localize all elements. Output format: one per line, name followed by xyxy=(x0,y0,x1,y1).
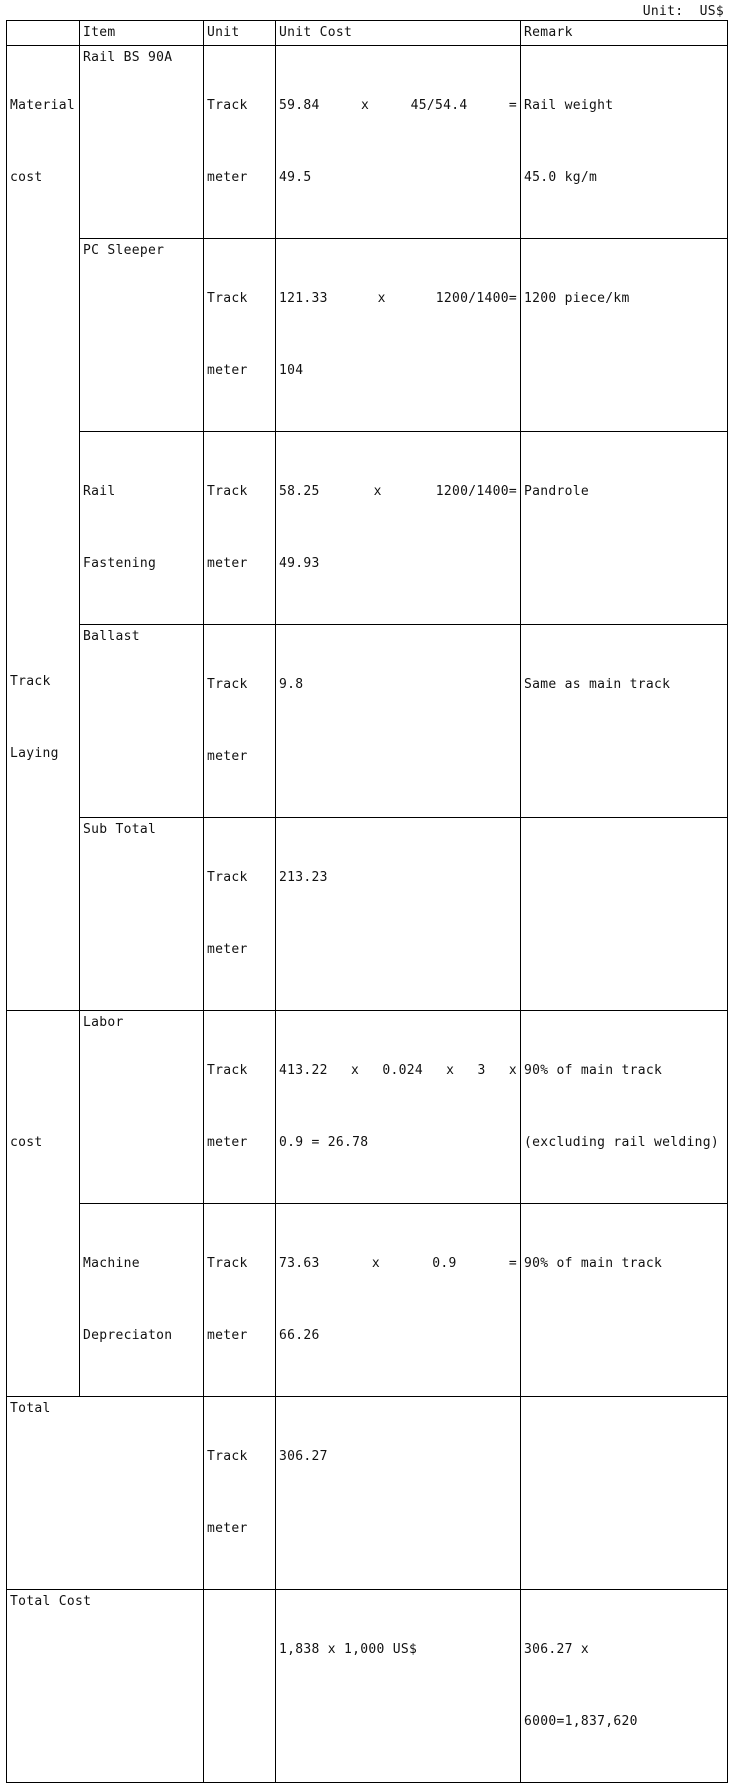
total-cost-value: 1,838 x 1,000 US$ xyxy=(279,1642,418,1657)
unit-cost-cell xyxy=(276,1590,521,1783)
formula-b: 0.024 xyxy=(382,1063,423,1078)
unit-cell xyxy=(204,818,276,1011)
formula-op: x xyxy=(371,1256,380,1271)
unit-cell xyxy=(204,1397,276,1590)
formula-a: 413.22 xyxy=(279,1063,328,1078)
spacer xyxy=(10,454,76,478)
spacer xyxy=(10,238,76,262)
item-fastening-line-1: Rail xyxy=(83,484,116,499)
table-row xyxy=(7,1590,728,1783)
unit-cell xyxy=(204,625,276,818)
item-cell xyxy=(80,432,204,625)
table-row xyxy=(7,239,728,432)
remark-cell xyxy=(521,239,728,432)
remark-line-1: 90% of main track xyxy=(524,1063,663,1078)
item-sleeper: PC Sleeper xyxy=(83,243,165,258)
remark-line-2: 45.0 kg/m xyxy=(524,170,598,185)
formula-eq: = xyxy=(508,1256,517,1271)
formula-op: x xyxy=(446,1063,455,1078)
item-cell xyxy=(80,818,204,1011)
unit-cell xyxy=(204,239,276,432)
remark-line-2: 6000=1,837,620 xyxy=(524,1714,638,1729)
unit-cost-cell xyxy=(276,1011,521,1204)
formula-line xyxy=(279,1252,517,1276)
item-cell xyxy=(80,1204,204,1397)
formula-b: 0.9 xyxy=(432,1256,457,1271)
formula-result: 9.8 xyxy=(279,677,304,692)
remark-cell xyxy=(521,818,728,1011)
formula-line xyxy=(279,287,517,311)
formula-result: 49.93 xyxy=(279,556,320,571)
formula-a: 121.33 xyxy=(279,291,328,306)
formula-a: 59.84 xyxy=(279,98,320,113)
table-row xyxy=(7,46,728,239)
track-label-line-2: Laying xyxy=(10,746,59,761)
item-total-cost: Total Cost xyxy=(10,1594,92,1609)
spacer xyxy=(10,382,76,406)
track-label-line-1: Track xyxy=(10,674,51,689)
item-labor: Labor xyxy=(83,1015,124,1030)
table-row xyxy=(7,1397,728,1590)
remark-cell xyxy=(521,1011,728,1204)
formula-b: 1200/1400= xyxy=(435,291,517,306)
remark-line-1: 90% of main track xyxy=(524,1256,663,1271)
unit-cell xyxy=(204,1204,276,1397)
unit-cost-cell xyxy=(276,46,521,239)
table-row xyxy=(7,818,728,1011)
formula-result: 306.27 xyxy=(279,1449,328,1464)
formula-result: 49.5 xyxy=(279,170,312,185)
header-unit: Unit xyxy=(204,21,276,46)
table-header-row xyxy=(7,21,728,46)
item-ballast: Ballast xyxy=(83,629,140,644)
unit-line-1: Track xyxy=(207,98,248,113)
formula-op: x xyxy=(373,484,382,499)
remark-cell xyxy=(521,46,728,239)
unit-line-1: Track xyxy=(207,677,248,692)
unit-cell xyxy=(204,46,276,239)
remark-line-1: Rail weight xyxy=(524,98,614,113)
formula-eq: = xyxy=(508,98,517,113)
item-cell xyxy=(80,1011,204,1204)
item-cell xyxy=(7,1590,204,1783)
formula-line xyxy=(279,480,517,504)
table-row xyxy=(7,1204,728,1397)
formula-a: 73.63 xyxy=(279,1256,320,1271)
unit-line-1: Track xyxy=(207,1449,248,1464)
remark-cell xyxy=(521,625,728,818)
unit-cell xyxy=(204,432,276,625)
cost-table xyxy=(6,20,728,1783)
formula-line xyxy=(279,94,517,118)
item-cell xyxy=(80,625,204,818)
unit-line-2: meter xyxy=(207,1521,248,1536)
formula-result: 104 xyxy=(279,363,304,378)
remark-cell xyxy=(521,1590,728,1783)
unit-line-2: meter xyxy=(207,1135,248,1150)
formula-a: 58.25 xyxy=(279,484,320,499)
formula-result: 0.9 = 26.78 xyxy=(279,1135,369,1150)
table-row xyxy=(7,432,728,625)
formula-b: 1200/1400= xyxy=(435,484,517,499)
unit-line-2: meter xyxy=(207,749,248,764)
formula-op: x xyxy=(361,98,370,113)
remark-line-2: (excluding rail welding) xyxy=(524,1135,720,1150)
material-label-line-1: Material xyxy=(10,98,76,113)
unit-cost-cell xyxy=(276,432,521,625)
spacer xyxy=(10,526,76,550)
item-rail: Rail BS 90A xyxy=(83,50,173,65)
item-machine-line-1: Machine xyxy=(83,1256,140,1271)
unit-note: Unit: US$ xyxy=(642,4,724,19)
formula-op: x xyxy=(350,1063,360,1078)
formula-result: 66.26 xyxy=(279,1328,320,1343)
unit-line-1: Track xyxy=(207,291,248,306)
remark-line-1: 1200 piece/km xyxy=(524,291,630,306)
unit-line-1: Track xyxy=(207,1256,248,1271)
table-row xyxy=(7,1011,728,1204)
remark-cell xyxy=(521,432,728,625)
unit-line-2: meter xyxy=(207,1328,248,1343)
remark-line-1: Same as main track xyxy=(524,677,671,692)
formula-op: x xyxy=(377,291,386,306)
formula-c: 3 xyxy=(477,1063,486,1078)
unit-line-1: Track xyxy=(207,870,248,885)
remark-cell xyxy=(521,1204,728,1397)
header-item: Item xyxy=(80,21,204,46)
item-total: Total xyxy=(10,1401,51,1416)
unit-cost-cell xyxy=(276,239,521,432)
material-label-line-2: cost xyxy=(10,170,43,185)
track-label-line-3: cost xyxy=(10,1135,43,1150)
item-fastening-line-2: Fastening xyxy=(83,556,157,571)
track-laying-cost-cell xyxy=(7,1011,80,1397)
material-cost-label-cell xyxy=(7,46,80,1011)
header-blank xyxy=(7,21,80,46)
item-subtotal: Sub Total xyxy=(83,822,157,837)
item-cell xyxy=(7,1397,204,1590)
unit-cost-cell xyxy=(276,818,521,1011)
spacer xyxy=(10,598,76,622)
formula-line xyxy=(279,1059,517,1083)
formula-b: 45/54.4 xyxy=(410,98,468,113)
formula-result: 213.23 xyxy=(279,870,328,885)
unit-cost-cell xyxy=(276,1397,521,1590)
formula-op: x xyxy=(508,1063,517,1078)
header-unit-cost: Unit Cost xyxy=(276,21,521,46)
unit-cell xyxy=(204,1011,276,1204)
table-row xyxy=(7,625,728,818)
header-remark: Remark xyxy=(521,21,728,46)
unit-line-2: meter xyxy=(207,556,248,571)
item-cell xyxy=(80,239,204,432)
unit-line-2: meter xyxy=(207,170,248,185)
unit-cost-cell xyxy=(276,1204,521,1397)
unit-line-2: meter xyxy=(207,363,248,378)
unit-line-1: Track xyxy=(207,1063,248,1078)
remark-line-1: Pandrole xyxy=(524,484,590,499)
spacer xyxy=(10,310,76,334)
spacer xyxy=(10,1059,76,1083)
unit-cost-cell xyxy=(276,625,521,818)
item-machine-line-2: Depreciaton xyxy=(83,1328,173,1343)
item-cell xyxy=(80,46,204,239)
remark-cell xyxy=(521,1397,728,1590)
unit-line-2: meter xyxy=(207,942,248,957)
unit-cell xyxy=(204,1590,276,1783)
remark-line-1: 306.27 x xyxy=(524,1642,590,1657)
unit-line-1: Track xyxy=(207,484,248,499)
